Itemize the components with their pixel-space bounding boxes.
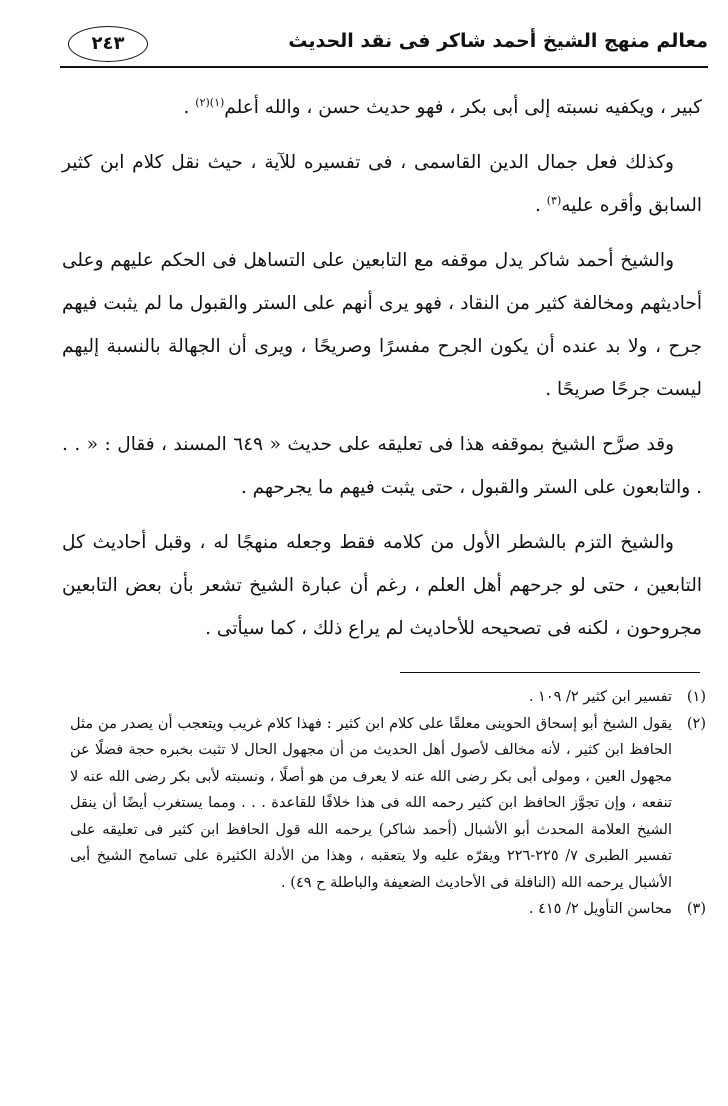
footnote-1 [70, 684, 706, 711]
paragraph-2 [62, 141, 702, 227]
footnotes [70, 684, 706, 923]
footnote-text: محاسن التأويل ٢/ ٤١٥ . [528, 901, 672, 917]
header-rule [60, 66, 708, 68]
paragraph-3: والشيخ أحمد شاكر يدل موقفه مع التابعين على التساهل فى الحكم عليهم وعلى أحاديثهم ومخالفة كثير من النقاد ، فهو يرى أنهم على الستر والقبول ما لم يثبت فيهم جرح ، ولا بد عنده أن يكون الجرح مفسرًا وصريحًا ، ويرى أن الجهالة بالنسبة إليهم ليست جرحًا صريحًا . [62, 250, 702, 400]
paragraph-5: والشيخ التزم بالشطر الأول من كلامه فقط وجعله منهجًا له ، وقبل أحاديث كل التابعين ، حتى لو جرحهم أهل العلم ، رغم أن عبارة الشيخ تشعر بأن بعض التابعين مجروحون ، لكنه فى تصحيحه للأحاديث لم يراع ذلك ، كما سيأتى . [62, 532, 702, 639]
footnote-number: (١) [686, 689, 706, 705]
footnote-ref-3: (٣) [546, 193, 562, 207]
footnote-3 [70, 896, 706, 923]
page-number: ٢٤٣ [68, 26, 148, 62]
paragraph-1-end: . [183, 97, 196, 118]
paragraph-2-text: وكذلك فعل جمال الدين القاسمى ، فى تفسيره للآية ، حيث نقل كلام ابن كثير السابق وأقره عليه [62, 152, 702, 216]
footnote-text: يقول الشيخ أبو إسحاق الحوينى معلقًا على كلام ابن كثير : فهذا كلام غريب ويتعجب أن يصدر من مثل الحافظ ابن كثير ، لأنه مخالف لأصول أهل الحديث من أن مجهول الحال لا تثبت بخبره حجة فضلًا عن مجهول العين ، ومولى أبى بكر رضى الله عنه لا يعرف من هو أصلًا ، ونسبته لأبى بكر رضى الله عنه لا تنفعه ، وإن تجوَّز الحافظ ابن كثير رحمه الله فى هذا خلافًا للقاعدة . . . ومما يستغرب أيضًا أن ينقل الشيخ العلامة المحدث أبو الأشبال (أحمد شاكر) يرحمه الله قول الحافظ ابن كثير فى تعليقه على تفسير الطبرى ٧/ ٢٢٥-٢٢٦ ويقرّه عليه ولا يتعقبه ، وهذا من الأدلة الكثيرة على تسامح الشيخ أبى الأشبال يرحمه الله (النافلة فى الأحاديث الضعيفة والباطلة ح ٤٩) . [70, 715, 672, 891]
page-header [60, 22, 708, 68]
running-title: معالم منهج الشيخ أحمد شاكر فى نقد الحديث [288, 30, 708, 52]
footnote-ref-1-2: (١)(٢) [195, 95, 225, 109]
footnote-text: تفسير ابن كثير ٢/ ١٠٩ . [528, 689, 672, 705]
footnote-2 [70, 711, 706, 897]
paragraph-2-end: . [534, 195, 547, 216]
paragraph-1 [62, 86, 702, 129]
footnote-number: (٣) [686, 901, 706, 917]
footnote-rule [400, 672, 700, 673]
paragraph-1-text: كبير ، ويكفيه نسبته إلى أبى بكر ، فهو حديث حسن ، والله أعلم [224, 97, 702, 118]
footnote-number: (٢) [686, 715, 706, 732]
paragraph-4: وقد صرَّح الشيخ بموقفه هذا فى تعليقه على حديث « ٦٤٩ المسند ، فقال : « . . . والتابعون على الستر والقبول ، حتى يثبت فيهم ما يجرحهم . [62, 434, 702, 498]
main-text [62, 86, 702, 662]
